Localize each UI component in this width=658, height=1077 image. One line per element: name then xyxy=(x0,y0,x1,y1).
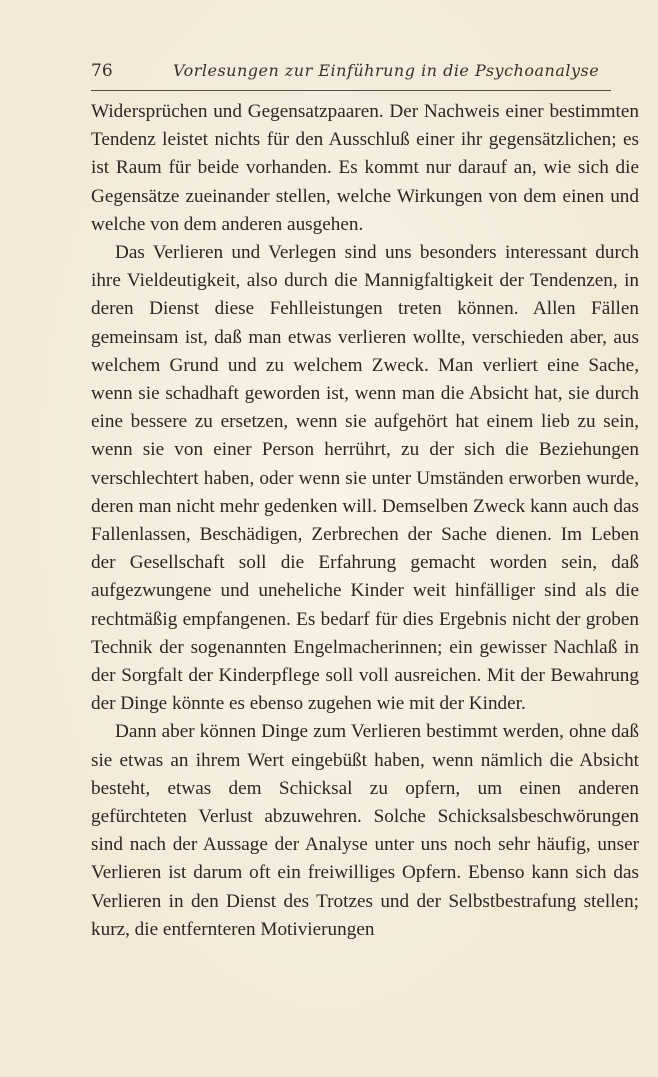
running-title: Vorlesungen zur Einführung in die Psychoanalyse xyxy=(173,61,600,80)
paragraph-3: Dann aber können Dinge zum Verlieren bestimmt werden, ohne daß sie etwas an ihrem Wert eingebüßt haben, wenn nämlich die Absicht besteht, etwas dem Schicksal zu opfern, um einen anderen gefürchteten Verlust abzuwehren. Solche Schicksalsbeschwörungen sind nach der Aussage der Analyse unter uns noch sehr häufig, unser Verlieren ist darum oft ein freiwilliges Opfern. Ebenso kann sich das Verlieren in den Dienst des Trotzes und der Selbstbestrafung stellen; kurz, die entfernteren Motivierungen xyxy=(91,721,639,940)
paragraph-2: Das Verlieren und Verlegen sind uns besonders interessant durch ihre Vieldeutigkeit, also durch die Mannigfaltigkeit der Tendenzen, in deren Dienst diese Fehlleistungen treten können. Allen Fällen gemeinsam ist, daß man etwas verlieren wollte, verschieden aber, aus welchem Grund und zu welchem Zweck. Man verliert eine Sache, wenn sie schadhaft geworden ist, wenn man die Absicht hat, sie durch eine bessere zu ersetzen, wenn sie aufgehört hat einem lieb zu sein, wenn sie von einer Person herrührt, zu der sich die Beziehungen verschlechtert haben, oder wenn sie unter Umständen erworben wurde, deren man nicht mehr gedenken will. Demselben Zweck kann auch das Fallenlassen, Beschädigen, Zerbrechen der Sache dienen. Im Leben der Gesellschaft soll die Erfahrung gemacht worden sein, daß aufgezwungene und uneheliche Kinder weit hinfälliger sind als die rechtmäßig empfangenen. Es bedarf für dies Ergebnis nicht der groben Technik der sogenannten Engelmacherinnen; ein gewisser Nachlaß in der Sorgfalt der Kinderpflege soll voll ausreichen. Mit der Bewahrung der Dinge könnte es ebenso zugehen wie mit der Kinder. xyxy=(91,242,639,715)
paragraph-1: Widersprüchen und Gegensatzpaaren. Der Nachweis einer bestimmten Tendenz leistet nichts für den Ausschluß einer ihr gegensätzlichen; es ist Raum für beide vorhanden. Es kommt nur darauf an, wie sich die Gegensätze zueinander stellen, welche Wirkungen von dem einen und welche von dem anderen ausgehen. xyxy=(91,101,639,235)
page-number: 76 xyxy=(91,61,113,81)
body-text xyxy=(91,98,639,944)
page-header xyxy=(91,58,611,91)
